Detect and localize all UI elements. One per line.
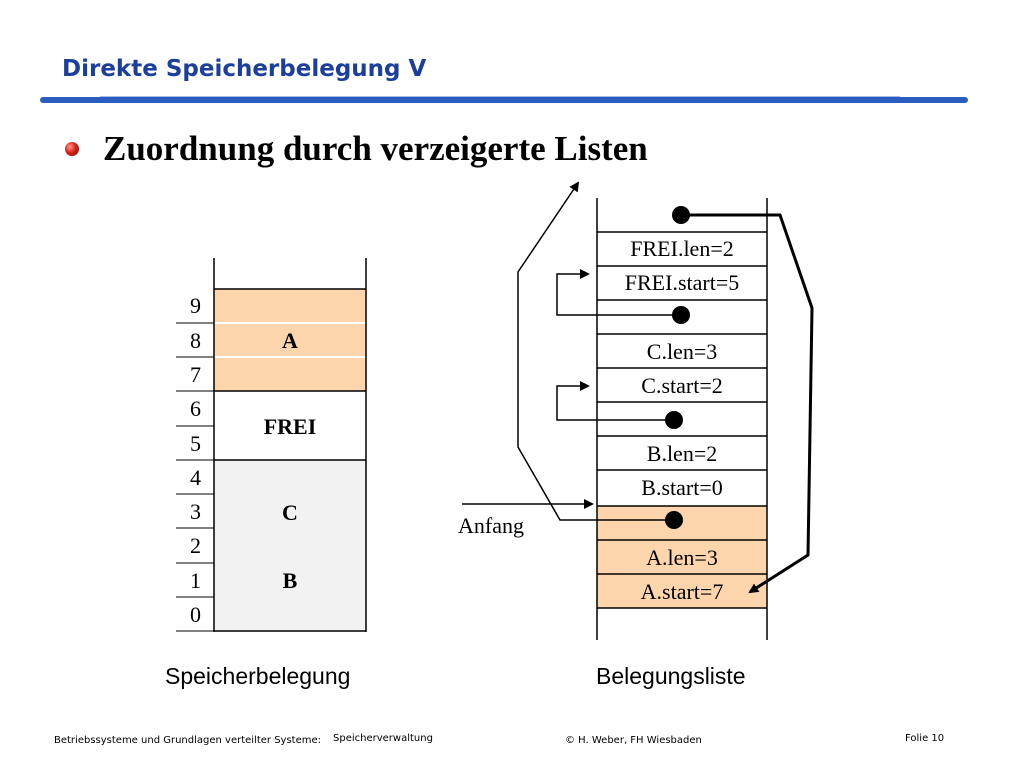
list-a-start-text: A.start=7 [640, 579, 724, 604]
address-6: 6 [190, 396, 201, 421]
address-0: 0 [190, 602, 201, 627]
list-frei-len: FREI.len=2 [630, 236, 734, 261]
address-1: 1 [190, 568, 201, 593]
block-label-b: B [282, 568, 298, 593]
block-label-frei: FREI [263, 414, 317, 439]
list-c-len: C.len=3 [646, 339, 718, 364]
block-label-c: C [282, 500, 298, 525]
list-caption: Belegungsliste [596, 663, 746, 689]
block-label-a: A [282, 328, 298, 353]
address-5: 5 [190, 431, 201, 456]
address-8: 8 [190, 328, 201, 353]
list-b-len: B.len=2 [646, 441, 718, 466]
address-7: 7 [190, 362, 201, 387]
list-a-len-text: A.len=3 [646, 545, 718, 570]
footer-course: Betriebssysteme und Grundlagen verteilter Systeme: [54, 735, 322, 746]
address-4: 4 [190, 465, 201, 490]
address-3: 3 [190, 499, 201, 524]
list-c-start: C.start=2 [641, 373, 723, 398]
footer-topic: Speicherverwaltung [333, 733, 433, 744]
footer-page: Folie 10 [905, 733, 945, 744]
address-2: 2 [190, 533, 201, 558]
anfang-label: Anfang [458, 513, 524, 538]
memory-caption: Speicherbelegung [165, 663, 351, 689]
list-frei-start: FREI.start=5 [624, 270, 740, 295]
address-9: 9 [190, 293, 201, 318]
footer-author: © H. Weber, FH Wiesbaden [565, 735, 702, 746]
list-b-start: B.start=0 [641, 475, 723, 500]
slide-heading: Zuordnung durch verzeigerte Listen [103, 129, 648, 168]
slide-title: Direkte Speicherbelegung V [62, 56, 427, 82]
